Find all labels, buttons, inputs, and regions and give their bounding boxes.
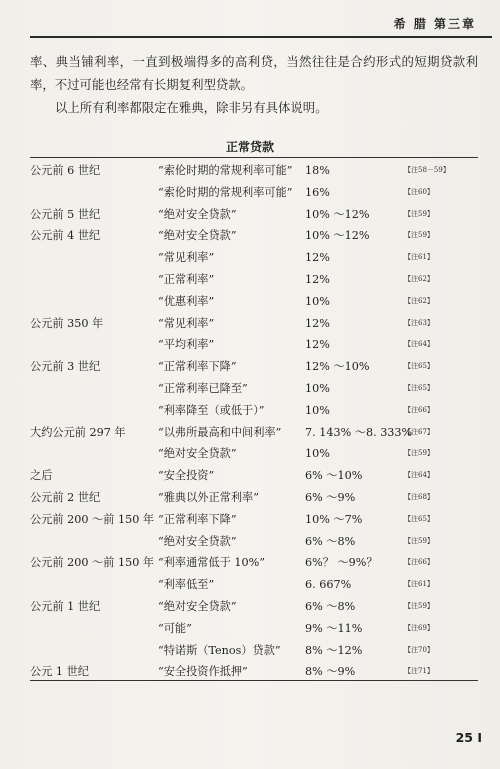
table-row xyxy=(30,247,478,269)
row-rate: 6% ～8% xyxy=(305,599,356,613)
row-description: “利率通常低于 10%” xyxy=(158,556,265,570)
table-row xyxy=(30,313,478,335)
row-rate: 10% ～7% xyxy=(305,512,363,526)
row-rate: 6%？ ～9%？ xyxy=(305,556,378,570)
row-description: “常见利率” xyxy=(158,251,215,265)
row-description: “正常利率已降至” xyxy=(158,381,248,395)
row-rate: 8% ～12% xyxy=(305,643,363,657)
row-description: “正常利率” xyxy=(158,272,215,286)
row-description: “特诺斯（Tenos）贷款” xyxy=(158,643,281,657)
table-row xyxy=(30,465,478,487)
row-date: 公元前 350 年 xyxy=(30,316,104,330)
row-rate: 12% xyxy=(305,338,330,352)
table-row xyxy=(30,225,478,247)
row-rate: 10% ～12% xyxy=(305,229,370,243)
table-row xyxy=(30,378,478,400)
row-description: “绝对安全贷款” xyxy=(158,229,237,243)
row-note-ref: 【注63】 xyxy=(404,318,434,327)
row-note-ref: 【注69】 xyxy=(404,623,434,632)
header-title: 希 腊 第三章 xyxy=(393,17,476,31)
row-description: “安全投资作抵押” xyxy=(158,665,248,679)
paragraph-scope: 以上所有利率都限定在雅典，除非另有具体说明。 xyxy=(55,100,328,115)
table-row xyxy=(30,443,478,465)
row-description: “以弗所最高和中间利率” xyxy=(158,425,282,439)
row-date: 公元前 4 世纪 xyxy=(30,229,101,243)
row-description: “索伦时期的常规利率可能” xyxy=(158,164,293,177)
running-header xyxy=(0,0,500,42)
row-note-ref: 【注65】 xyxy=(404,383,434,392)
table-row xyxy=(30,596,478,618)
row-description: “安全投资” xyxy=(158,469,215,483)
table-row xyxy=(30,269,478,291)
row-description: “优惠利率” xyxy=(158,294,215,308)
row-note-ref: 【注68】 xyxy=(404,492,434,501)
row-rate: 12% xyxy=(305,251,330,265)
table-row xyxy=(30,618,478,640)
row-note-ref: 【注64】 xyxy=(404,471,434,480)
row-description: “利率低至” xyxy=(158,578,215,592)
row-description: “绝对安全贷款” xyxy=(158,599,237,613)
table-row xyxy=(30,356,478,378)
row-rate: 6% ～9% xyxy=(305,490,356,504)
row-note-ref: 【注70】 xyxy=(404,645,434,654)
table-row xyxy=(30,334,478,356)
page-number: 25 I xyxy=(455,730,482,745)
row-rate: 10% xyxy=(305,294,330,308)
table-row xyxy=(30,531,478,553)
row-date: 公元前 3 世纪 xyxy=(30,360,101,374)
row-note-ref: 【注59】 xyxy=(404,209,434,218)
row-rate: 6% ～8% xyxy=(305,534,356,548)
row-date: 公元前 1 世纪 xyxy=(30,599,101,613)
paragraph-continuation: 率、典当铺利率，一直到极端得多的高利贷，当然往往是合约形式的短期贷款利率，不过可能也经常有长期复利型贷款。 xyxy=(30,54,478,92)
row-note-ref: 【注59】 xyxy=(404,536,434,545)
row-rate: 10% xyxy=(305,447,330,461)
row-rate: 10% xyxy=(305,403,330,417)
row-rate: 6% ～10% xyxy=(305,469,363,483)
row-rate: 7. 143% ～8. 333% xyxy=(305,425,413,439)
row-description: “正常利率下降” xyxy=(158,360,237,374)
row-description: “可能” xyxy=(158,621,192,635)
row-description: “雅典以外正常利率” xyxy=(158,490,259,504)
table-row xyxy=(30,574,478,596)
row-note-ref: 【注71】 xyxy=(404,667,434,676)
row-description: “正常利率下降” xyxy=(158,512,237,526)
row-date: 公元前 200 ～前 150 年 xyxy=(30,556,155,570)
row-note-ref: 【注59】 xyxy=(404,449,434,458)
row-description: “利率降至（或低于）” xyxy=(158,403,265,417)
row-note-ref: 【注62】 xyxy=(404,274,434,283)
row-note-ref: 【注66】 xyxy=(404,405,434,414)
table-row xyxy=(30,182,478,204)
table-row xyxy=(30,204,478,226)
row-rate: 12% xyxy=(305,272,330,286)
row-rate: 12% xyxy=(305,316,330,330)
row-rate: 6. 667% xyxy=(305,578,352,592)
row-date: 公元 1 世纪 xyxy=(30,665,89,679)
row-rate: 12% ～10% xyxy=(305,360,370,374)
row-rate: 18% xyxy=(305,164,330,177)
row-note-ref: 【注59】 xyxy=(404,601,434,610)
table-row xyxy=(30,487,478,509)
row-description: “平均利率” xyxy=(158,338,215,352)
rates-table xyxy=(30,160,478,683)
row-rate: 8% ～9% xyxy=(305,665,356,679)
row-note-ref: 【注61】 xyxy=(404,580,434,589)
table-row xyxy=(30,160,478,182)
row-note-ref: 【注64】 xyxy=(404,340,434,349)
row-date: 之后 xyxy=(30,469,53,483)
row-note-ref: 【注66】 xyxy=(404,558,434,567)
row-note-ref: 【注59】 xyxy=(404,231,434,240)
table-row xyxy=(30,552,478,574)
row-note-ref: 【注65】 xyxy=(404,362,434,371)
table-row xyxy=(30,400,478,422)
row-note-ref: 【注62】 xyxy=(404,296,434,305)
row-note-ref: 【注60】 xyxy=(404,187,434,196)
row-description: “常见利率” xyxy=(158,316,215,330)
row-rate: 10% xyxy=(305,381,330,395)
row-rate: 10% ～12% xyxy=(305,207,370,221)
row-rate: 9% ～11% xyxy=(305,621,363,635)
row-description: “绝对安全贷款” xyxy=(158,447,237,461)
row-note-ref: 【注61】 xyxy=(404,253,434,262)
row-date: 公元前 5 世纪 xyxy=(30,207,101,221)
row-date: 公元前 2 世纪 xyxy=(30,490,101,504)
row-date: 公元前 6 世纪 xyxy=(30,164,101,177)
row-description: “绝对安全贷款” xyxy=(158,207,237,221)
table-row xyxy=(30,509,478,531)
row-rate: 16% xyxy=(305,185,330,199)
row-description: “绝对安全贷款” xyxy=(158,534,237,548)
row-note-ref: 【注67】 xyxy=(404,427,434,436)
table-bottom-rule xyxy=(30,680,478,681)
table-row xyxy=(30,422,478,444)
table-top-rule xyxy=(30,157,478,158)
row-date: 大约公元前 297 年 xyxy=(30,425,126,439)
header-rule xyxy=(30,36,492,38)
body-text xyxy=(30,50,478,119)
row-description: “索伦时期的常规利率可能” xyxy=(158,185,293,199)
table-row xyxy=(30,640,478,662)
row-date: 公元前 200 ～前 150 年 xyxy=(30,512,155,526)
row-note-ref: 【注58－59】 xyxy=(404,166,450,174)
table-title: 正常贷款 xyxy=(225,140,274,154)
row-note-ref: 【注65】 xyxy=(404,514,434,523)
table-row xyxy=(30,291,478,313)
